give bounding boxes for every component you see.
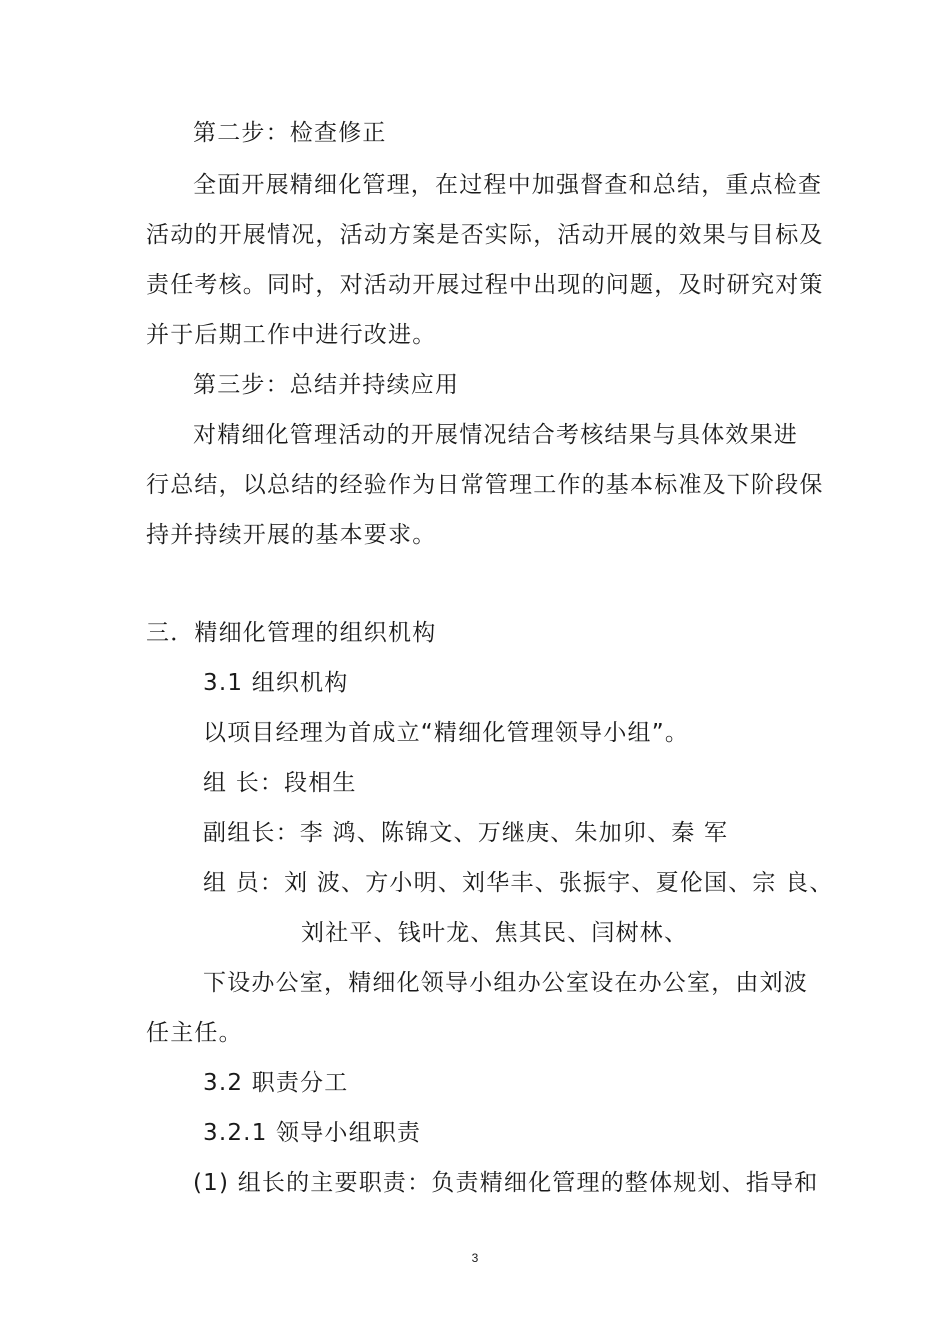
step2-heading: 第二步：检查修正 <box>193 120 387 146</box>
members-line: 组 员：刘 波、方小明、刘华丰、张振宇、夏伦国、宗 良、 <box>203 870 834 896</box>
office-line: 任主任。 <box>146 1020 243 1046</box>
members-line-continued: 刘社平、钱叶龙、焦其民、闫树林、 <box>301 920 689 946</box>
subsection-heading: 3.2 职责分工 <box>203 1070 349 1096</box>
duty-line: (1) 组长的主要职责：负责精细化管理的整体规划、指导和 <box>193 1170 819 1196</box>
subsection-heading: 3.1 组织机构 <box>203 670 349 696</box>
paragraph-line: 持并持续开展的基本要求。 <box>146 522 437 548</box>
org-intro: 以项目经理为首成立“精细化管理领导小组”。 <box>203 720 690 746</box>
section-heading: 三．精细化管理的组织机构 <box>146 620 437 646</box>
paragraph-line: 全面开展精细化管理，在过程中加强督查和总结，重点检查 <box>193 172 823 198</box>
step3-heading: 第三步：总结并持续应用 <box>193 372 460 398</box>
paragraph-line: 活动的开展情况，活动方案是否实际，活动开展的效果与目标及 <box>146 222 824 248</box>
deputies-line: 副组长：李 鸿、陈锦文、万继庚、朱加卯、秦 军 <box>203 820 729 846</box>
office-line: 下设办公室，精细化领导小组办公室设在办公室，由刘波 <box>203 970 808 996</box>
page-number: 3 <box>471 1251 479 1265</box>
leader-line: 组 长：段相生 <box>203 770 357 796</box>
paragraph-line: 责任考核。同时，对活动开展过程中出现的问题，及时研究对策 <box>146 272 824 298</box>
paragraph-line: 对精细化管理活动的开展情况结合考核结果与具体效果进 <box>193 422 798 448</box>
paragraph-line: 行总结，以总结的经验作为日常管理工作的基本标准及下阶段保 <box>146 472 824 498</box>
paragraph-line: 并于后期工作中进行改进。 <box>146 322 437 348</box>
subsection-heading: 3.2.1 领导小组职责 <box>203 1120 422 1146</box>
